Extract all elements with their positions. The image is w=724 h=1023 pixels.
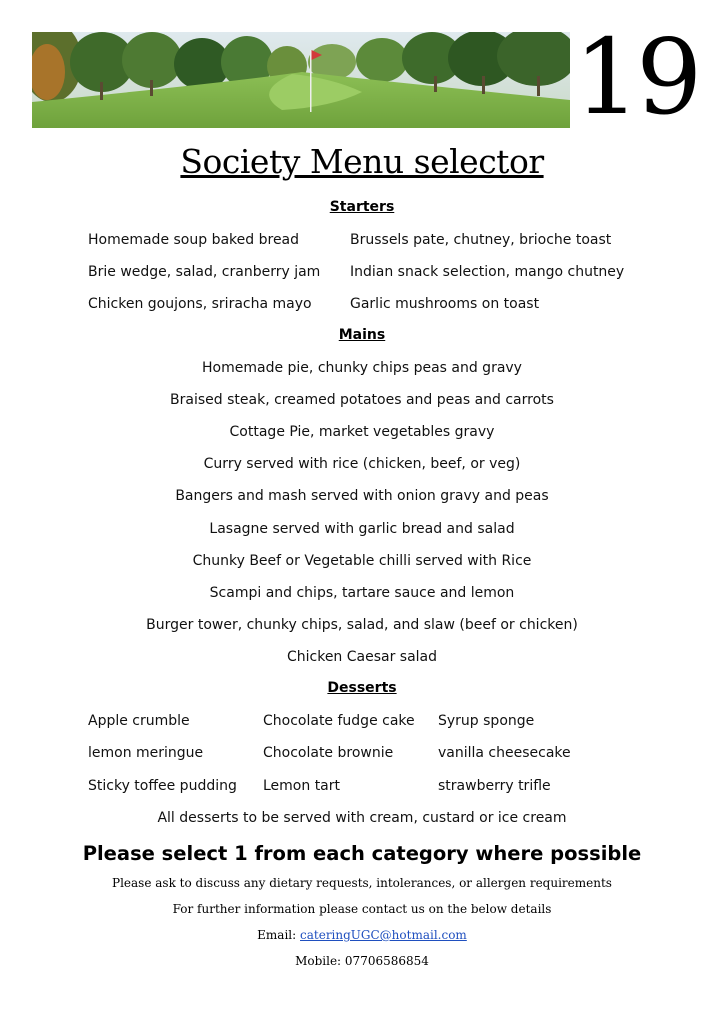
mobile-line	[0, 954, 724, 968]
main-item: Chunky Beef or Vegetable chilli served with Rice	[192, 553, 532, 569]
dessert-item: vanilla cheesecake	[438, 745, 571, 761]
main-item: Chicken Caesar salad	[286, 649, 438, 665]
email-link[interactable]: cateringUGC@hotmail.com	[300, 928, 467, 942]
dessert-item: lemon meringue	[88, 745, 204, 761]
contact-info-note: For further information please contact us on the below details	[172, 902, 552, 916]
golf-course-banner-image	[32, 32, 570, 128]
mobile-number: 07706586854	[344, 954, 429, 968]
desserts-note: All desserts to be served with cream, custard or ice cream	[157, 810, 567, 826]
mains-heading: Mains	[338, 327, 386, 343]
selection-instruction: Please select 1 from each category where possible	[82, 842, 642, 865]
main-item: Lasagne served with garlic bread and salad	[209, 521, 515, 537]
starter-item: Garlic mushrooms on toast	[350, 296, 540, 312]
starters-heading: Starters	[329, 199, 395, 215]
dessert-item: Lemon tart	[263, 778, 341, 794]
starter-item: Indian snack selection, mango chutney	[350, 264, 625, 280]
hole-number: 19	[574, 16, 699, 138]
main-item: Cottage Pie, market vegetables gravy	[229, 424, 495, 440]
email-line	[0, 928, 724, 942]
dessert-item: Syrup sponge	[438, 713, 535, 729]
starter-item: Chicken goujons, sriracha mayo	[88, 296, 312, 312]
starter-item: Brie wedge, salad, cranberry jam	[88, 264, 321, 280]
email-label: Email:	[257, 928, 297, 942]
starter-item: Brussels pate, chutney, brioche toast	[350, 232, 612, 248]
main-item: Scampi and chips, tartare sauce and lemon	[209, 585, 515, 601]
main-item: Homemade pie, chunky chips peas and gravy	[202, 360, 522, 376]
dessert-item: Chocolate fudge cake	[263, 713, 415, 729]
dessert-item: Chocolate brownie	[263, 745, 394, 761]
main-item: Burger tower, chunky chips, salad, and slaw (beef or chicken)	[146, 617, 578, 633]
dessert-item: Apple crumble	[88, 713, 190, 729]
dietary-note: Please ask to discuss any dietary requests, intolerances, or allergen requirements	[112, 876, 612, 890]
main-item: Bangers and mash served with onion gravy and peas	[175, 488, 549, 504]
main-item: Braised steak, creamed potatoes and peas and carrots	[170, 392, 554, 408]
mobile-label: Mobile:	[295, 954, 342, 968]
dessert-item: strawberry trifle	[438, 778, 551, 794]
page-title: Society Menu selector	[180, 142, 544, 181]
main-item: Curry served with rice (chicken, beef, or veg)	[203, 456, 521, 472]
desserts-heading: Desserts	[327, 680, 397, 696]
starter-item: Homemade soup baked bread	[88, 232, 300, 248]
dessert-item: Sticky toffee pudding	[88, 778, 237, 794]
